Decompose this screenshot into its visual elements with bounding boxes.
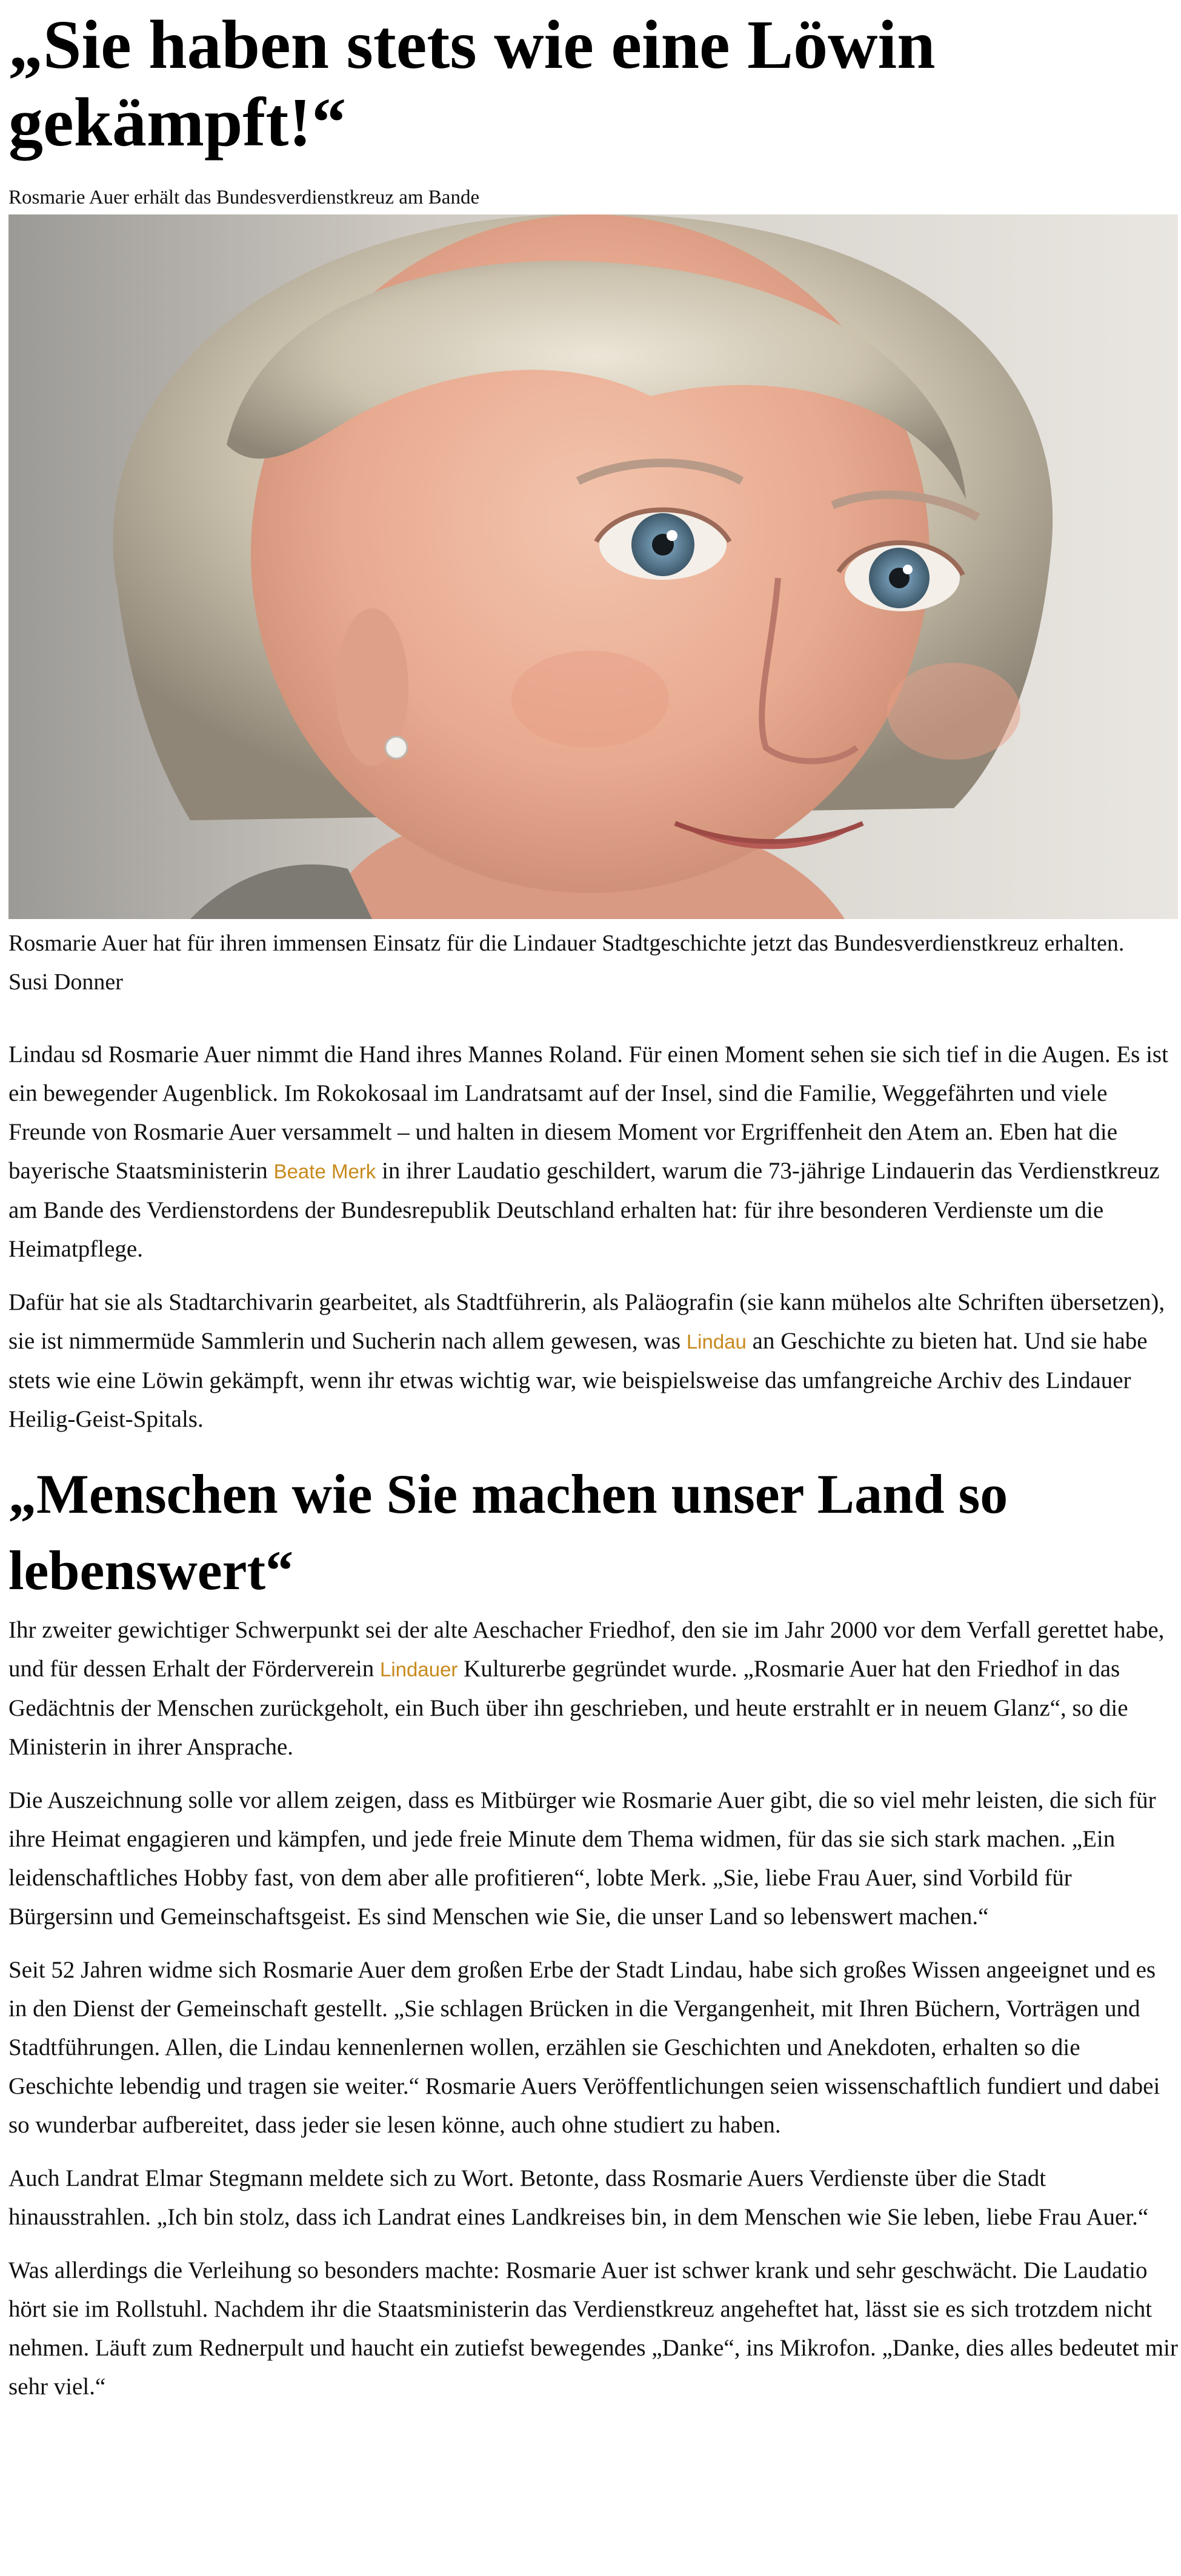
portrait-illustration xyxy=(8,214,1178,919)
link-beate-merk[interactable]: Beate Merk xyxy=(273,1160,376,1183)
link-lindauer[interactable]: Lindauer xyxy=(379,1658,458,1681)
paragraph-7: Was allerdings die Verleihung so besonders machte: Rosmarie Auer ist schwer krank und sehr geschwächt. Die Laudatio hört sie im Rollstuhl. Nachdem ihr die Staatsministerin das Verdienstkreuz angeheftet hat, lässt sie es sich trotzdem nicht nehmen. Läuft zum Rednerpult und haucht ein zutiefst bewegendes „Danke“, ins Mikrofon. „Danke, dies alles bedeutet mir sehr viel.“ xyxy=(8,2257,1178,2400)
portrait-photo xyxy=(8,214,1178,919)
link-lindau[interactable]: Lindau xyxy=(686,1330,747,1353)
paragraph-6: Auch Landrat Elmar Stegmann meldete sich zu Wort. Betonte, dass Rosmarie Auers Verdienste über die Stadt hinausstrahlen. „Ich bin stolz, dass ich Landrat eines Landkreises bin, in dem Menschen wie Sie leben, liebe Frau Auer.“ xyxy=(8,2165,1149,2230)
headline: „Sie haben stets wie eine Löwin gekämpft!“ xyxy=(8,6,936,161)
paragraph-2-text-after: an Geschichte zu bieten hat. Und sie habe stets wie eine Löwin gekämpft, wenn ihr etwas wichtig war, wie beispielsweise das umfangreiche Archiv des Lindauer Heilig-Geist-Spitals. xyxy=(8,1328,1148,1432)
paragraph-4: Die Auszeichnung solle vor allem zeigen, dass es Mitbürger wie Rosmarie Auer gibt, die so viel mehr leisten, die sich für ihre Heimat engagieren und kämpfen, und jede freie Minute dem Thema widmen, für das sie sich stark machen. „Ein leidenschaftliches Hobby fast, von dem aber alle profitieren“, lobte Merk. „Sie, liebe Frau Auer, sind Vorbild für Bürgersinn und Gemeinschaftsgeist. Es sind Menschen wie Sie, die unser Land so lebenswert machen.“ xyxy=(8,1787,1156,1930)
paragraph-3-text-after: Kulturerbe gegründet wurde. „Rosmarie Auer hat den Friedhof in das Gedächtnis der Menschen zurückgeholt, ein Buch über ihn geschrieben, und heute erstrahlt er in neuem Glanz“, so die Ministerin in ihrer Ansprache. xyxy=(8,1656,1128,1760)
subheadline: „Menschen wie Sie machen unser Land so lebenswert“ xyxy=(8,1463,1008,1601)
paragraph-2-text-before: Dafür hat sie als Stadtarchivarin gearbeitet, als Stadtführerin, als Paläografin (sie kann mühelos alte Schriften übersetzen), sie ist nimmermüde Sammlerin und Sucherin nach allem gewesen, was xyxy=(8,1289,1165,1354)
paragraph-1-text-after: in ihrer Laudatio geschildert, warum die 73-jährige Lindauerin das Verdienstkreuz am Bande des Verdienstordens der Bundesrepublik Deutschland erhalten hat: für ihre besonderen Verdienste um die Heimatpflege. xyxy=(8,1158,1160,1262)
paragraph-2 xyxy=(8,1283,1178,1439)
image-caption: Rosmarie Auer hat für ihren immensen Einsatz für die Lindauer Stadtgeschichte jetzt das Bundesverdienstkreuz erhalten. xyxy=(8,931,1125,956)
subline: Rosmarie Auer erhält das Bundesverdienstkreuz am Bande xyxy=(8,187,480,208)
paragraph-3 xyxy=(8,1611,1178,1767)
image-credit: Susi Donner xyxy=(8,969,123,995)
paragraph-1 xyxy=(8,1035,1178,1269)
paragraph-5: Seit 52 Jahren widme sich Rosmarie Auer dem großen Erbe der Stadt Lindau, habe sich großes Wissen angeeignet und es in den Dienst der Gemeinschaft gestellt. „Sie schlagen Brücken in die Vergangenheit, mit Ihren Büchern, Vorträgen und Stadtführungen. Allen, die Lindau kennenlernen wollen, erzählen sie Geschichten und Anekdoten, erhalten so die Geschichte lebendig und tragen sie weiter.“ Rosmarie Auers Veröffentlichungen seien wissenschaftlich fundiert und dabei so wunderbar aufbereitet, dass jeder sie lesen könne, auch ohne studiert zu haben. xyxy=(8,1957,1160,2138)
paragraph-1-text-before: Lindau sd Rosmarie Auer nimmt die Hand ihres Mannes Roland. Für einen Moment sehen sie sich tief in die Augen. Es ist ein bewegender Augenblick. Im Rokokosaal im Landratsamt auf der Insel, sind die Familie, Weggefährten und viele Freunde von Rosmarie Auer versammelt – und halten in diesem Moment vor Ergriffenheit den Atem an. Eben hat die bayerische Staatsministerin xyxy=(8,1041,1168,1184)
article xyxy=(8,0,1178,2406)
paragraph-3-text-before: Ihr zweiter gewichtiger Schwerpunkt sei der alte Aeschacher Friedhof, den sie im Jahr 2000 vor dem Verfall gerettet habe, und für dessen Erhalt der Förderverein xyxy=(8,1617,1165,1682)
